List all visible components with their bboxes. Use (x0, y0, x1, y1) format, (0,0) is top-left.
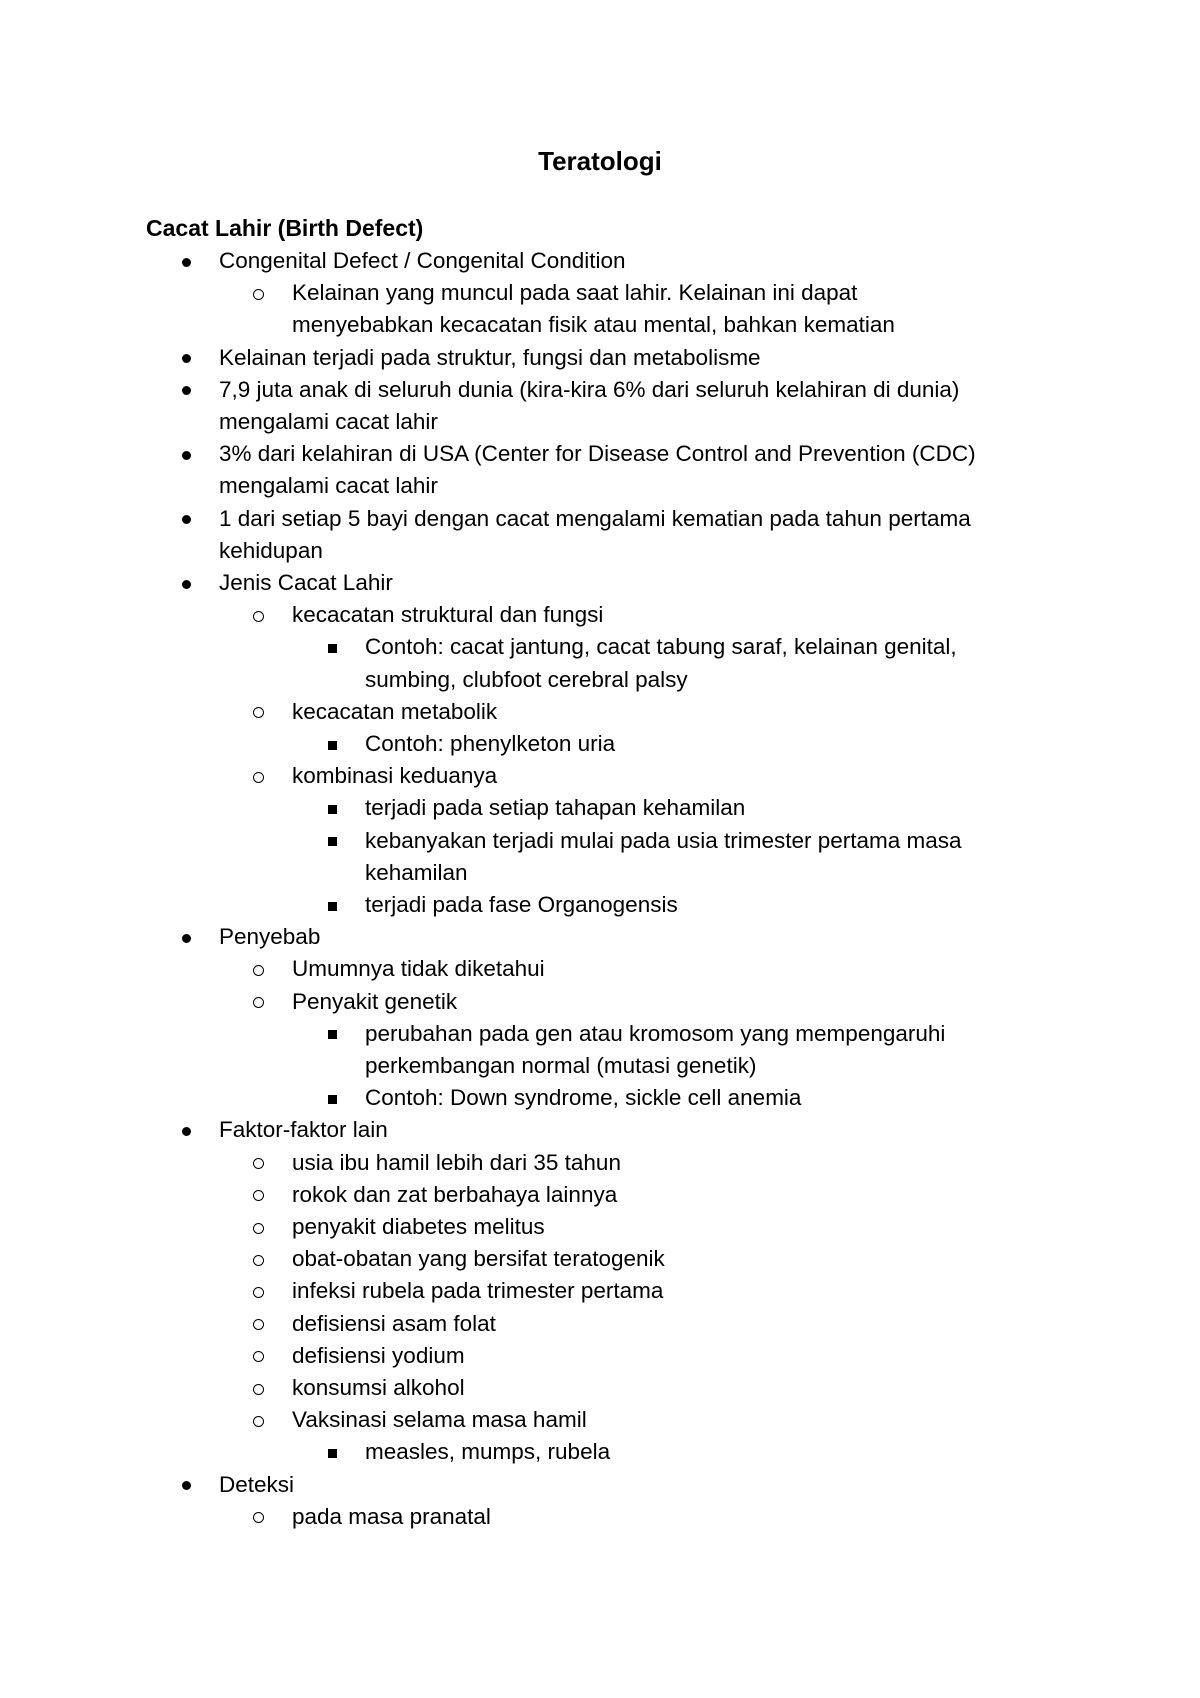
square-bullet-icon (328, 837, 337, 846)
circle-bullet-icon (253, 1351, 264, 1362)
list-item: defisiensi asam folat (292, 1310, 496, 1336)
square-bullet-icon (328, 644, 337, 653)
disc-bullet-icon (182, 515, 191, 524)
list-item: Congenital Defect / Congenital Condition (219, 248, 626, 273)
list-item: Contoh: cacat jantung, cacat tabung saraf, kelainan genital, (365, 634, 957, 660)
list-item: defisiensi yodium (292, 1342, 465, 1368)
list-item: Contoh: phenylketon uria (365, 731, 616, 756)
list-item: kombinasi keduanya (292, 763, 498, 789)
disc-bullet-icon (182, 386, 191, 395)
disc-bullet-icon (182, 934, 191, 943)
square-bullet-icon (328, 1449, 337, 1458)
list-item: kecacatan metabolik (292, 698, 498, 724)
list-item: 7,9 juta anak di seluruh dunia (kira-kira 6% dari seluruh kelahiran di dunia) (219, 376, 960, 402)
square-bullet-icon (328, 805, 337, 814)
list-item: penyakit diabetes melitus (292, 1214, 545, 1239)
disc-bullet-icon (182, 1481, 191, 1490)
disc-bullet-icon (182, 580, 191, 589)
circle-bullet-icon (253, 1223, 264, 1234)
list-item: 1 dari setiap 5 bayi dengan cacat mengalami kematian pada tahun pertama (219, 505, 971, 531)
list-item: konsumsi alkohol (292, 1375, 465, 1400)
list-item: Jenis Cacat Lahir (219, 570, 393, 595)
document-title: Teratologi (538, 146, 662, 176)
list-item: Penyebab (219, 924, 321, 950)
circle-bullet-icon (253, 289, 264, 300)
circle-bullet-icon (253, 997, 264, 1008)
circle-bullet-icon (253, 1158, 264, 1169)
list-item: Contoh: Down syndrome, sickle cell anemia (365, 1085, 802, 1111)
list-item: terjadi pada setiap tahapan kehamilan (365, 795, 746, 821)
square-bullet-icon (328, 902, 337, 911)
list-item: kebanyakan terjadi mulai pada usia trimester pertama masa (365, 827, 962, 853)
list-item: perkembangan normal (mutasi genetik) (365, 1053, 757, 1078)
square-bullet-icon (328, 741, 337, 750)
circle-bullet-icon (253, 1190, 264, 1201)
circle-bullet-icon (253, 611, 264, 622)
list-item: perubahan pada gen atau kromosom yang mempengaruhi (365, 1020, 946, 1046)
disc-bullet-icon (182, 354, 191, 363)
circle-bullet-icon (253, 965, 264, 976)
square-bullet-icon (328, 1030, 337, 1039)
list-item: obat-obatan yang bersifat teratogenik (292, 1246, 665, 1272)
circle-bullet-icon (253, 1255, 264, 1266)
disc-bullet-icon (182, 1127, 191, 1136)
list-item: measles, mumps, rubela (365, 1439, 611, 1465)
list-item: Umumnya tidak diketahui (292, 956, 545, 982)
list-item: Penyakit genetik (292, 988, 458, 1014)
list-item: usia ibu hamil lebih dari 35 tahun (292, 1149, 621, 1175)
list-item: menyebabkan kecacatan fisik atau mental, bahkan kematian (292, 312, 895, 338)
list-item: Deteksi (219, 1471, 295, 1497)
circle-bullet-icon (253, 1319, 264, 1330)
section-heading: Cacat Lahir (Birth Defect) (146, 215, 424, 241)
circle-bullet-icon (253, 1416, 264, 1427)
list-item: Kelainan terjadi pada struktur, fungsi dan metabolisme (219, 344, 761, 370)
list-item: terjadi pada fase Organogensis (365, 892, 678, 917)
list-item: sumbing, clubfoot cerebral palsy (365, 666, 688, 692)
list-item: kecacatan struktural dan fungsi (292, 602, 604, 628)
circle-bullet-icon (253, 1287, 264, 1298)
circle-bullet-icon (253, 1384, 264, 1395)
circle-bullet-icon (253, 772, 264, 783)
circle-bullet-icon (253, 1512, 264, 1523)
list-item: Kelainan yang muncul pada saat lahir. Kelainan ini dapat (292, 280, 858, 306)
disc-bullet-icon (182, 258, 191, 267)
list-item: mengalami cacat lahir (219, 409, 438, 434)
list-item: infeksi rubela pada trimester pertama (292, 1278, 664, 1304)
list-item: Faktor-faktor lain (219, 1117, 388, 1143)
list-item: Vaksinasi selama masa hamil (292, 1407, 587, 1433)
list-item: mengalami cacat lahir (219, 473, 438, 499)
list-item: pada masa pranatal (292, 1503, 491, 1529)
disc-bullet-icon (182, 451, 191, 460)
list-item: kehamilan (365, 859, 468, 885)
circle-bullet-icon (253, 707, 264, 718)
list-item: rokok dan zat berbahaya lainnya (292, 1181, 618, 1207)
square-bullet-icon (328, 1095, 337, 1104)
list-item: 3% dari kelahiran di USA (Center for Disease Control and Prevention (CDC) (219, 441, 976, 467)
list-item: kehidupan (219, 537, 323, 563)
